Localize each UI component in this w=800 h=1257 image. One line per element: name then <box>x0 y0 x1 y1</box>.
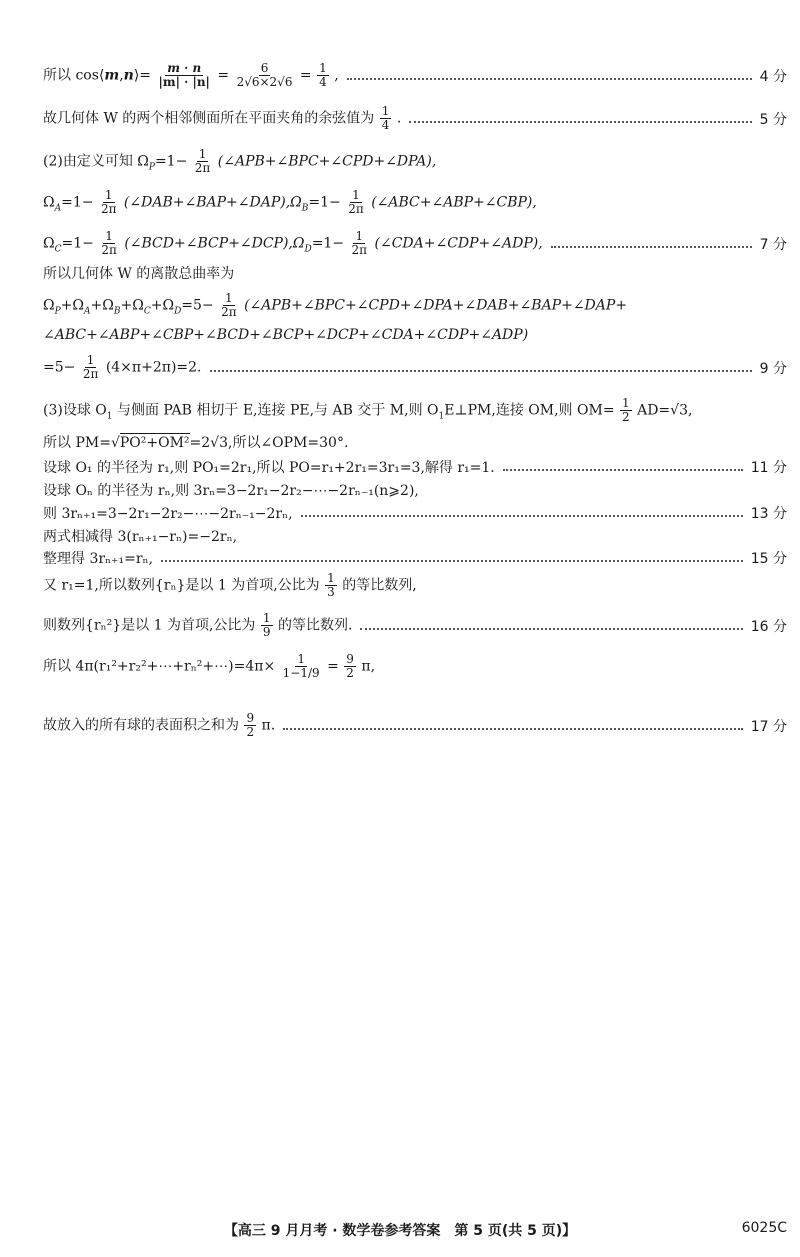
answer-line-12 <box>43 457 787 477</box>
answer-line-11 <box>43 432 348 452</box>
fraction: $\frac{1}{3}$ <box>327 571 335 599</box>
answer-line-9 <box>43 354 787 381</box>
answer-line-20 <box>43 712 787 739</box>
answer-line-8 <box>43 327 528 343</box>
answer-line-13 <box>43 480 419 500</box>
score-label: 11 分 <box>750 460 787 476</box>
fraction: $\frac{1}{4}$ <box>319 61 327 89</box>
answer-line-5 <box>43 230 787 257</box>
line-text: 所以 PM=√PO²+OM²=2√3,所以∠OPM=30°. <box>43 435 349 451</box>
score-label: 4 分 <box>759 68 787 85</box>
leader-dots <box>551 246 752 248</box>
answer-line-7 <box>43 292 627 319</box>
answer-line-10 <box>43 397 692 424</box>
leader-dots <box>360 628 742 630</box>
fraction: $\frac{1}{4}$ <box>381 104 390 132</box>
line-text: (2)由定义可知 $\Omega_P=1-$ $\frac{1}{2\pi}$ (∠APB+∠BPC+∠CPD+∠DPA), <box>43 147 437 175</box>
leader-dots <box>283 728 743 730</box>
score-label: 5 分 <box>759 111 787 128</box>
line-text: 两式相减得 3(rₙ₊₁−rₙ)=−2rₙ, <box>43 529 238 545</box>
answer-line-18 <box>43 612 787 639</box>
leader-dots <box>301 515 743 517</box>
leader-dots <box>503 469 743 471</box>
score-label: 9 分 <box>759 360 787 377</box>
answer-line-17 <box>43 572 417 599</box>
line-text: (3)设球 $O_1$ 与侧面 PAB 相切于 E,连接 PE,与 AB 交于 M,则 $O_1E\perp PM$,连接 OM,则 OM= $\frac{1}{2}$ AD=√3, <box>43 396 693 424</box>
answer-line-14 <box>43 503 787 523</box>
line-text: 设球 O₁ 的半径为 r₁,则 PO₁=2r₁,所以 PO=r₁+2r₁=3r₁=3,解得 r₁=1. <box>43 460 495 476</box>
answer-line-3 <box>43 148 436 175</box>
line-text: ∠ABC+∠ABP+∠CBP+∠BCD+∠BCP+∠DCP+∠CDA+∠CDP+∠ADP) <box>43 327 529 343</box>
score-label: 15 分 <box>750 551 787 567</box>
line-text: 设球 Oₙ 的半径为 rₙ,则 3rₙ=3−2r₁−2r₂−⋯−2rₙ₋₁(n⩾2), <box>43 483 419 499</box>
fraction: $\frac{1}{2\pi}$ <box>194 147 211 175</box>
line-text: 则数列{rₙ²}是以 1 为首项,公比为 $\frac{1}{9}$ 的等比数列. <box>43 611 353 639</box>
footer-title: 【高三 9 月月考 · 数学卷参考答案 第 5 页(共 5 页)】 <box>223 1223 577 1239</box>
answer-line-2 <box>43 105 787 132</box>
score-label: 17 分 <box>750 718 787 735</box>
footer-code: 6025C <box>741 1220 787 1236</box>
fraction: $\frac{1}{2\pi}$ <box>100 188 117 216</box>
line-text: $\Omega_C=1-$ $\frac{1}{2\pi}$ $(\angle BCD+\angle BCP+\angle DCP),\Omega_D=1-$ $\frac{1}{2\pi}$ (∠CDA+∠CDP+∠ADP), <box>43 229 543 257</box>
leader-dots <box>161 560 743 562</box>
line-text: 则 3rₙ₊₁=3−2r₁−2r₂−⋯−2rₙ₋₁−2rₙ, <box>43 506 293 522</box>
score-label: 13 分 <box>750 506 787 522</box>
leader-dots <box>210 370 752 372</box>
line-text: $\Omega_P+\Omega_A+\Omega_B+\Omega_C+\Omega_D=5-$ $\frac{1}{2\pi}$ (∠APB+∠BPC+∠CPD+∠DPA+∠DAB+∠BAP+∠DAP+ <box>43 291 628 319</box>
fraction: $\frac{1}{2\pi}$ <box>348 188 364 216</box>
answer-line-19 <box>43 653 375 680</box>
fraction: $\frac{9}{2}$ <box>346 652 354 680</box>
fraction: $\frac{m \cdot n}{|m| \cdot |n|}$ <box>158 61 210 89</box>
fraction: $\frac{6}{2√6\times 2√6}$ <box>236 61 293 89</box>
leader-dots <box>409 121 751 123</box>
line-text: 所以几何体 W 的离散总曲率为 <box>43 266 235 282</box>
fraction: $\frac{1}{1-1/9}$ <box>282 652 320 680</box>
line-text: 整理得 3rₙ₊₁=rₙ, <box>43 551 154 567</box>
answer-line-6 <box>43 263 234 283</box>
answer-line-1 <box>43 62 787 89</box>
fraction: $\frac{1}{9}$ <box>262 611 271 639</box>
line-text: 所以 4π(r₁²+r₂²+⋯+rₙ²+⋯)=4π× $\frac{1}{1-1/9}$ = $\frac{9}{2}$ π, <box>43 652 376 680</box>
line-text: $\Omega_A=1-$ $\frac{1}{2\pi}$ $(\angle DAB+\angle BAP+\angle DAP),\Omega_B=1-$ $\frac{1}{2\pi}$ (∠ABC+∠ABP+∠CBP), <box>43 188 537 216</box>
line-text: 故几何体 W 的两个相邻侧面所在平面夹角的余弦值为 $\frac{1}{4}$ . <box>43 104 402 132</box>
line-text: 故放入的所有球的表面积之和为 $\frac{9}{2}$ π. <box>43 711 276 739</box>
line-text: 所以 cos⟨m,n⟩= $\frac{m \cdot n}{|m| \cdot |n|}$ = $\frac{6}{2√6\times 2√6}$ = $\frac{1}{4}$ , <box>43 61 339 89</box>
line-text: =5− $\frac{1}{2\pi}$ (4×π+2π)=2. <box>43 353 202 381</box>
fraction: $\frac{1}{2\pi}$ <box>82 353 99 381</box>
answer-line-15 <box>43 526 237 546</box>
answer-line-16 <box>43 548 787 568</box>
fraction: $\frac{1}{2\pi}$ <box>101 229 117 257</box>
answer-line-4 <box>43 189 537 216</box>
score-label: 16 分 <box>750 618 787 635</box>
score-label: 7 分 <box>759 236 787 253</box>
page-footer <box>0 1218 800 1242</box>
fraction: $\frac{1}{2\pi}$ <box>221 291 237 319</box>
line-text: 又 r₁=1,所以数列{rₙ}是以 1 为首项,公比为 $\frac{1}{3}$ 的等比数列, <box>43 571 417 599</box>
leader-dots <box>347 78 752 80</box>
fraction: $\frac{9}{2}$ <box>246 711 255 739</box>
fraction: $\frac{1}{2}$ <box>622 396 630 424</box>
fraction: $\frac{1}{2\pi}$ <box>351 229 368 257</box>
